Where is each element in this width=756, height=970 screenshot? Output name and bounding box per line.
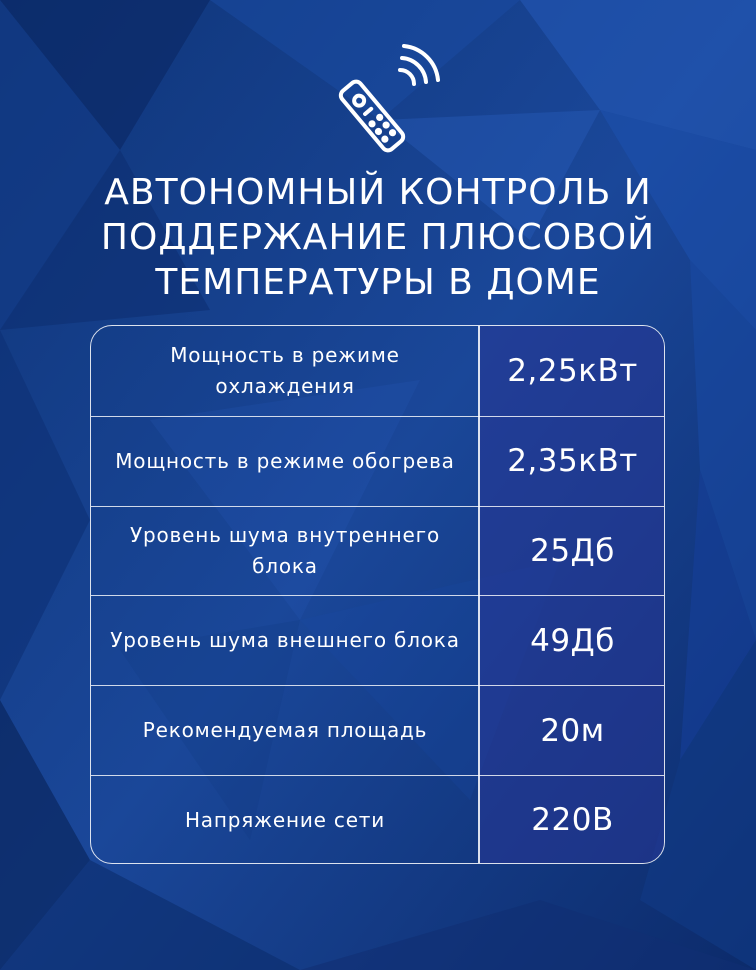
title-line: ПОДДЕРЖАНИЕ ПЛЮСОВОЙ (100, 217, 656, 258)
spec-value: 20м (540, 712, 605, 749)
spec-value: 49Дб (530, 622, 615, 659)
remote-control-icon (322, 44, 442, 164)
table-row (91, 595, 664, 685)
spec-label: Мощность в режиме обогрева (115, 448, 455, 473)
spec-label: Мощность в режиме охлаждения (170, 342, 400, 398)
spec-value: 2,35кВт (507, 443, 638, 480)
title-line: ТЕМПЕРАТУРЫ В ДОМЕ (155, 262, 601, 303)
spec-label: Рекомендуемая площадь (142, 718, 428, 743)
spec-value: 25Дб (530, 532, 615, 569)
table-row (91, 775, 664, 864)
table-row (91, 326, 664, 416)
table-row (91, 685, 664, 775)
table-row (91, 506, 664, 596)
spec-label: Уровень шума внешнего блока (110, 628, 460, 653)
table-row (91, 416, 664, 506)
spec-label: Напряжение сети (184, 807, 386, 832)
specs-table (90, 325, 665, 864)
spec-value: 220В (531, 802, 614, 839)
page-title (0, 170, 756, 305)
title-line: АВТОНОМНЫЙ КОНТРОЛЬ И (104, 172, 652, 213)
spec-label: Уровень шума внутреннего блока (129, 522, 441, 578)
spec-value: 2,25кВт (507, 352, 638, 389)
